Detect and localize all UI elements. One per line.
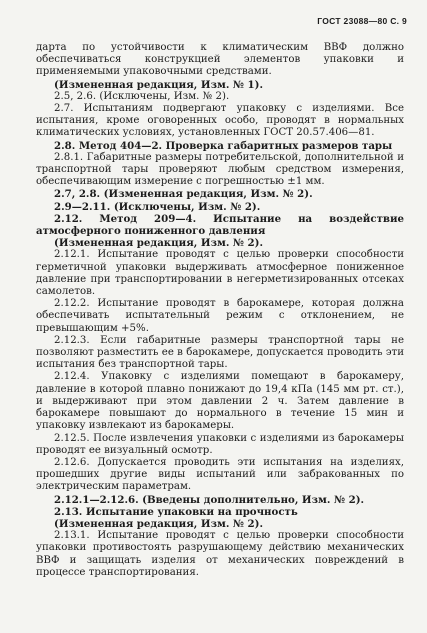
section-title: 2.8. Метод 404—2. Проверка габаритных размеров тары: [54, 139, 393, 152]
document-body: [36, 42, 404, 579]
amendment-note: 2.7, 2.8. (Измененная редакция, Изм. № 2).: [54, 188, 313, 201]
paragraph: дарта по устойчивости к климатическим ВВФ должно обеспечиваться конструкцией элементов упаковки и применяемыми упаковочными средствами.: [36, 42, 404, 78]
paragraph: 2.12.2. Испытание проводят в барокамере, которая должна обеспечивать испытательный режим с отклонением, не превышающим +5%.: [36, 298, 404, 334]
amendment-note: 2.12.1—2.12.6. (Введены дополнительно, Изм. № 2).: [54, 493, 365, 506]
paragraph: 2.13.1. Испытание проводят с целью проверки способности упаковки противостоять разрушающему действию механических ВВФ и защищать изделия от механических повреждений в процессе транспортирования.: [36, 530, 404, 578]
amendment-note: 2.9—2.11. (Исключены, Изм. № 2).: [54, 200, 261, 213]
amendment-note: (Измененная редакция, Изм. № 2).: [54, 237, 264, 250]
section-title: 2.13. Испытание упаковки на прочность: [54, 505, 298, 518]
paragraph: 2.12.6. Допускается проводить эти испытания на изделиях, прошедших другие виды испытаний или забракованных по электрическим параметрам.: [36, 456, 404, 493]
paragraph: 2.12.3. Если габаритные размеры транспортной тары не позволяют разместить ее в барокамере, допускается проводить эти испытания без транспортной тары.: [36, 334, 404, 371]
amendment-note: (Измененная редакция, Изм. № 1).: [54, 78, 264, 91]
paragraph: 2.8.1. Габаритные размеры потребительской, дополнительной и транспортной тары проверяют любым средством измерения, обеспечивающим измерение с погрешностью ±1 мм.: [36, 151, 404, 188]
paragraph: 2.5, 2.6. (Исключены, Изм. № 2).: [54, 90, 230, 102]
paragraph: 2.7. Испытаниям подвергают упаковку с изделиями. Все испытания, кроме оговоренных особо, проводят в нормальных климатических условиях, установленных ГОСТ 20.57.406—81.: [36, 103, 404, 139]
paragraph: 2.12.5. После извлечения упаковки с изделиями из барокамеры проводят ее визуальный осмотр.: [36, 432, 404, 456]
paragraph: 2.12.4. Упаковку с изделиями помещают в барокамеру, давление в которой плавно понижают до 19,4 кПа (145 мм рт. ст.), и выдерживают при этом давлении 2 ч. Затем давление в барокамере повышают до нормального в течение 15 мин и упаковку извлекают из барокамеры.: [36, 371, 404, 432]
amendment-note: (Измененная редакция, Изм. № 2).: [54, 517, 264, 530]
page-header: ГОСТ 23088—80 С. 9: [317, 16, 407, 26]
section-title: 2.12. Метод 209—4. Испытание на воздействие атмосферного пониженного давления: [36, 212, 404, 238]
paragraph: 2.12.1. Испытание проводят с целью проверки способности герметичной упаковки выдерживать атмосферное пониженное давление при транспортировании в негерметизированных отсеках самолетов.: [36, 249, 404, 298]
